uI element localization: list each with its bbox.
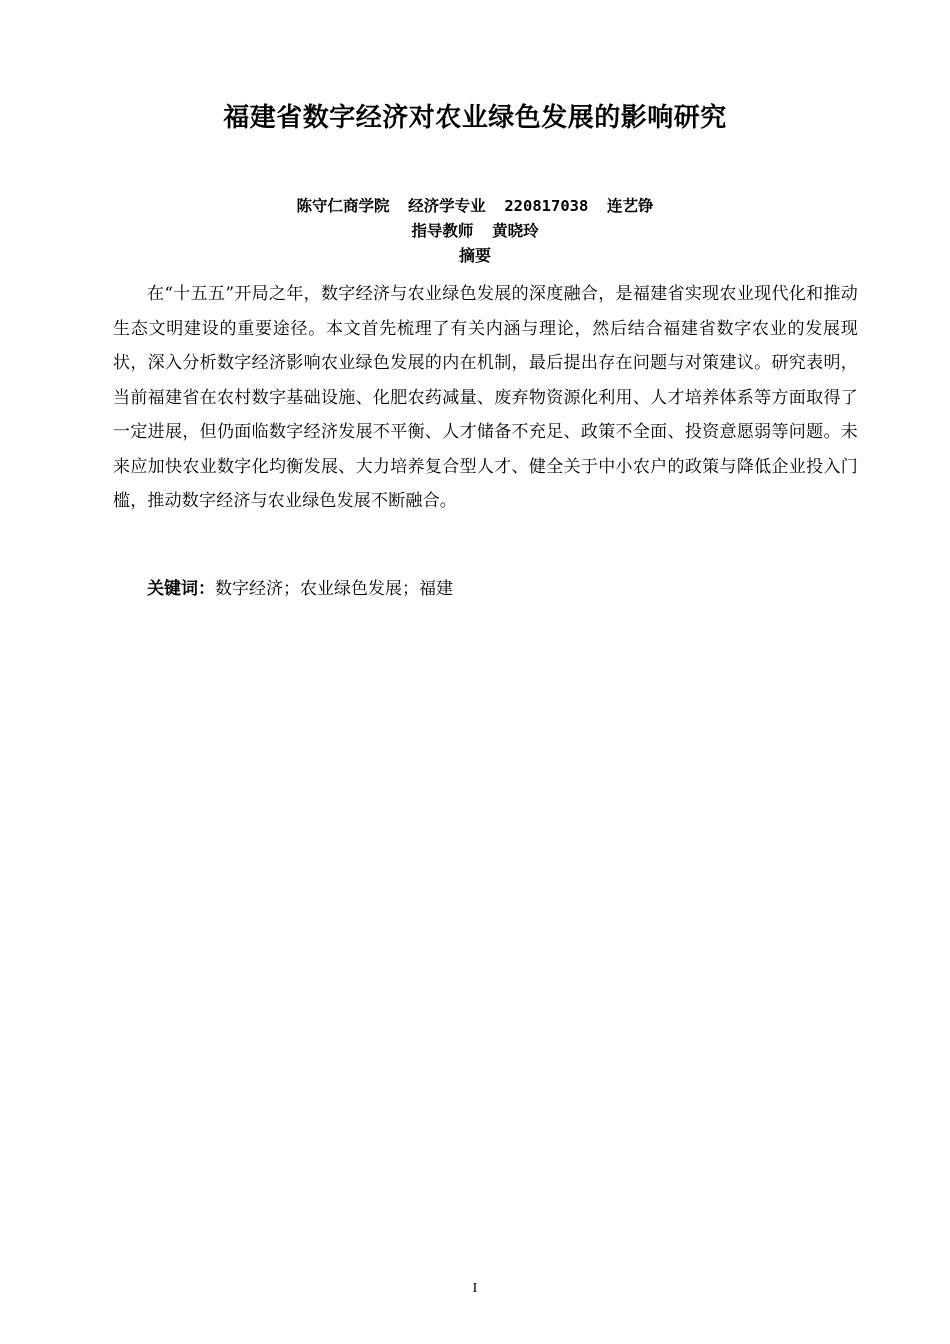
author-info: 陈守仁商学院 经济学专业 220817038 连艺铮	[296, 197, 654, 215]
keywords-line	[147, 574, 453, 604]
abstract-paragraph: 在“十五五”开局之年，数字经济与农业绿色发展的深度融合，是福建省实现农业现代化和推动生态文明建设的重要途径。本文首先梳理了有关内涵与理论，然后结合福建省数字农业的发展现状，深入分析数字经济影响农业绿色发展的内在机制，最后提出存在问题与对策建议。研究表明，当前福建省在农村数字基础设施、化肥农药减量、废弃物资源化利用、人才培养体系等方面取得了一定进展，但仍面临数字经济发展不平衡、人才储备不充足、政策不全面、投资意愿弱等问题。未来应加快农业数字化均衡发展、大力培养复合型人才、健全关于中小农户的政策与降低企业投入门槛，推动数字经济与农业绿色发展不断融合。	[113, 284, 858, 511]
keywords-label: 关键词：	[147, 579, 215, 599]
abstract-heading: 摘要	[458, 246, 491, 265]
advisor-info: 指导教师 黄晓玲	[411, 222, 539, 240]
page-number: I	[472, 1281, 478, 1296]
keywords-text: 数字经济；农业绿色发展；福建	[215, 579, 453, 599]
paper-title: 福建省数字经济对农业绿色发展的影响研究	[223, 103, 727, 133]
